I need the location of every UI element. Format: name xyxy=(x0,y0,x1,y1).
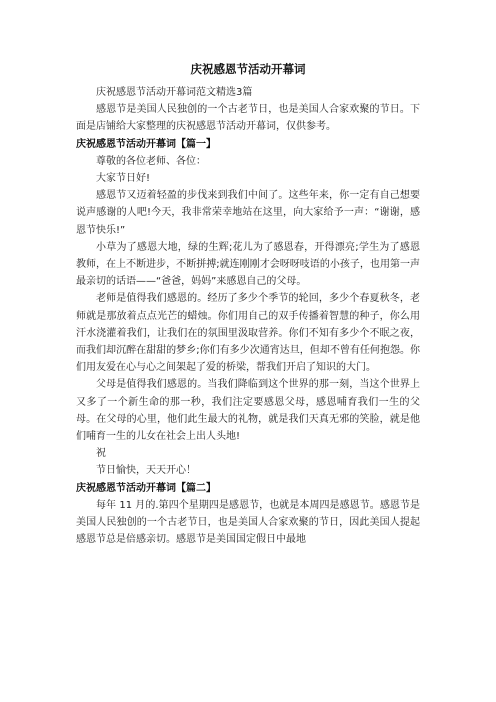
document-body xyxy=(76,84,420,548)
body-paragraph: 感恩节是美国人民独创的一个古老节日，也是美国人合家欢聚的节日。下面是店铺给大家整理的庆祝感恩节活动开幕词，仅供参考。 xyxy=(76,104,420,133)
document-page xyxy=(76,60,420,548)
body-paragraph: 父母是值得我们感恩的。当我们降临到这个世界的那一刻，当这个世界上又多了一个新生命的那一秒，我们注定要感恩父母，感恩哺育我们一生的父母。在父母的心里，他们此生最大的礼物，就是我们天真无邪的笑脸，就是他们哺育一生的儿女在社会上出人头地! xyxy=(76,379,420,443)
body-paragraph: 每年 11 月的.第四个星期四是感恩节，也就是本周四是感恩节。感恩节是美国人民独创的一个古老节日，也是美国人合家欢聚的节日，因此美国人提起感恩节总是倍感亲切。感恩节是美国国定假日中最地 xyxy=(76,499,420,546)
body-paragraph: 小草为了感恩大地，绿的生辉;花儿为了感恩春，开得漂亮;学生为了感恩教师，在上不断进步，不断拼搏;就连刚刚才会呀呀吱语的小孩子，也用第一声最亲切的话语——“爸爸，妈妈”来感恩自己的父母。 xyxy=(76,241,420,288)
body-paragraph: 老师是值得我们感恩的。经历了多少个季节的轮回，多少个春夏秋冬，老师就是那放着点点光芒的蜡烛。你们用自己的双手传播着智慧的种子，你么用汗水浇灌着我们，让我们在的氛围里汲取营养。你们不知有多少个不眠之夜，而我们却沉醉在甜甜的梦乡;你们有多少次通宵达旦，但却不曾有任何抱怨。你们用友爱在心与心之间架起了爱的桥梁，帮我们开启了知识的大门。 xyxy=(76,293,420,374)
section-heading: 庆祝感恩节活动开幕词【篇一】 xyxy=(76,138,216,150)
body-paragraph: 节日愉快，天天开心！ xyxy=(96,465,196,477)
section-heading: 庆祝感恩节活动开幕词【篇二】 xyxy=(76,482,216,494)
body-paragraph: 感恩节又迈着轻盈的步伐来到我们中间了。这些年来，你一定有自己想要说声感谢的人吧!今天，我非常荣幸地站在这里，向大家给予一声：“谢谢，感恩节快乐!” xyxy=(76,190,420,236)
body-paragraph: 大家节日好! xyxy=(96,173,151,185)
body-paragraph: 祝 xyxy=(96,448,106,460)
document-title: 庆祝感恩节活动开幕词 xyxy=(190,62,306,76)
body-paragraph: 庆祝感恩节活动开幕词范文精选3篇 xyxy=(96,87,253,98)
body-paragraph: 尊敬的各位老师、各位： xyxy=(96,155,206,167)
